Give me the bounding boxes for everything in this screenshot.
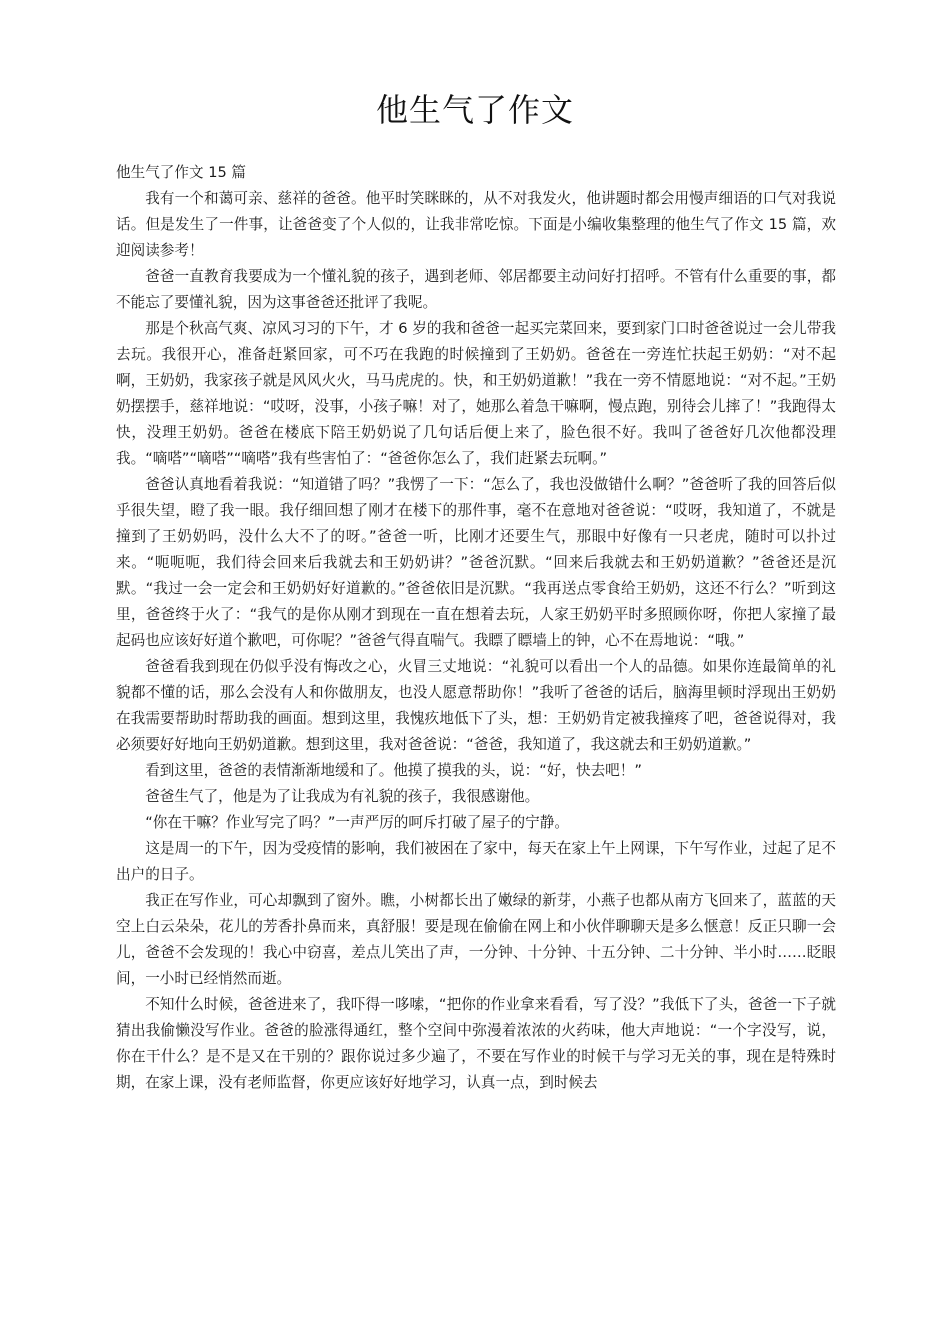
paragraph: 这是周一的下午，因为受疫情的影响，我们被困在了家中，每天在家上午上网课，下午写作业，过起了足不出户的日子。 [116,840,836,883]
paragraph: 不知什么时候，爸爸进来了，我吓得一哆嗦，“把你的作业拿来看看，写了没？”我低下了头，爸爸一下子就猜出我偷懒没写作业。爸爸的脸涨得通红，整个空间中弥漫着浓浓的火药味，他大声地说：“一个字没写，说，你在干什么？是不是又在干别的？跟你说过多少遍了，不要在写作业的时候干与学习无关的事，现在是特殊时期，在家上课，没有老师监督，你更应该好好地学习，认真一点，到时候去 [116,996,836,1091]
document-title: 他生气了作文 [375,91,574,129]
paragraph: “你在干嘛？作业写完了吗？”一声严厉的呵斥打破了屋子的宁静。 [145,814,569,831]
document-subtitle: 他生气了作文 15 篇 [116,164,247,181]
paragraph: 我有一个和蔼可亲、慈祥的爸爸。他平时笑眯眯的，从不对我发火，他讲题时都会用慢声细语的口气对我说话。但是发生了一件事，让爸爸变了个人似的，让我非常吃惊。下面是小编收集整理的他生气了作文 15 篇，欢迎阅读参考！ [116,190,836,259]
paragraph: 那是个秋高气爽、凉风习习的下午，才 6 岁的我和爸爸一起买完菜回来，要到家门口时爸爸说过一会儿带我去玩。我很开心，准备赶紧回家，可不巧在我跑的时候撞到了王奶奶。爸爸在一旁连忙扶起王奶奶：“对不起啊，王奶奶，我家孩子就是风风火火，马马虎虎的。快，和王奶奶道歉！”我在一旁不情愿地说：“对不起。”王奶奶摆摆手，慈祥地说：“哎呀，没事，小孩子嘛！对了，她那么着急干嘛啊，慢点跑，别待会儿摔了！”我跑得太快，没理王奶奶。爸爸在楼底下陪王奶奶说了几句话后便上来了，脸色很不好。我叫了爸爸好几次他都没理我。“嘀嗒”“嘀嗒”“嘀嗒”我有些害怕了：“爸爸你怎么了，我们赶紧去玩啊。” [116,320,836,467]
paragraph: 爸爸一直教育我要成为一个懂礼貌的孩子，遇到老师、邻居都要主动问好打招呼。不管有什么重要的事，都不能忘了要懂礼貌，因为这事爸爸还批评了我呢。 [116,268,836,311]
document-body [116,160,836,1096]
paragraph: 看到这里，爸爸的表情渐渐地缓和了。他摸了摸我的头，说：“好，快去吧！” [145,762,642,779]
paragraph: 爸爸看我到现在仍似乎没有悔改之心，火冒三丈地说：“礼貌可以看出一个人的品德。如果你连最简单的礼貌都不懂的话，那么会没有人和你做朋友，也没人愿意帮助你！”我听了爸爸的话后，脑海里顿时浮现出王奶奶在我需要帮助时帮助我的画面。想到这里，我愧疚地低下了头，想：王奶奶肯定被我撞疼了吧，爸爸说得对，我必须要好好地向王奶奶道歉。想到这里，我对爸爸说：“爸爸，我知道了，我这就去和王奶奶道歉。” [116,658,836,753]
paragraph: 爸爸生气了，他是为了让我成为有礼貌的孩子，我很感谢他。 [145,788,540,805]
paragraph: 爸爸认真地看着我说：“知道错了吗？”我愣了一下：“怎么了，我也没做错什么啊？”爸爸听了我的回答后似乎很失望，瞪了我一眼。我仔细回想了刚才在楼下的那件事，毫不在意地对爸爸说：“哎呀，我知道了，不就是撞到了王奶奶吗，没什么大不了的呀。”爸爸一听，比刚才还要生气，那眼中好像有一只老虎，随时可以扑过来。“呃呃呃，我们待会回来后我就去和王奶奶讲？”爸爸沉默。“回来后我就去和王奶奶道歉？”爸爸还是沉默。“我过一会一定会和王奶奶好好道歉的。”爸爸依旧是沉默。“我再送点零食给王奶奶，这还不行么？”听到这里，爸爸终于火了：“我气的是你从刚才到现在一直在想着去玩，人家王奶奶平时多照顾你呀，你把人家撞了最起码也应该好好道个歉吧，可你呢？”爸爸气得直喘气。我瞟了瞟墙上的钟，心不在焉地说：“哦。” [116,476,836,649]
paragraph: 我正在写作业，可心却飘到了窗外。瞧，小树都长出了嫩绿的新芽，小燕子也都从南方飞回来了，蓝蓝的天空上白云朵朵，花儿的芳香扑鼻而来，真舒服！要是现在偷偷在网上和小伙伴聊聊天是多么惬意！反正只聊一会儿，爸爸不会发现的！我心中窃喜，差点儿笑出了声，一分钟、十分钟、十五分钟、二十分钟、半小时……眨眼间，一小时已经悄然而逝。 [116,892,836,987]
